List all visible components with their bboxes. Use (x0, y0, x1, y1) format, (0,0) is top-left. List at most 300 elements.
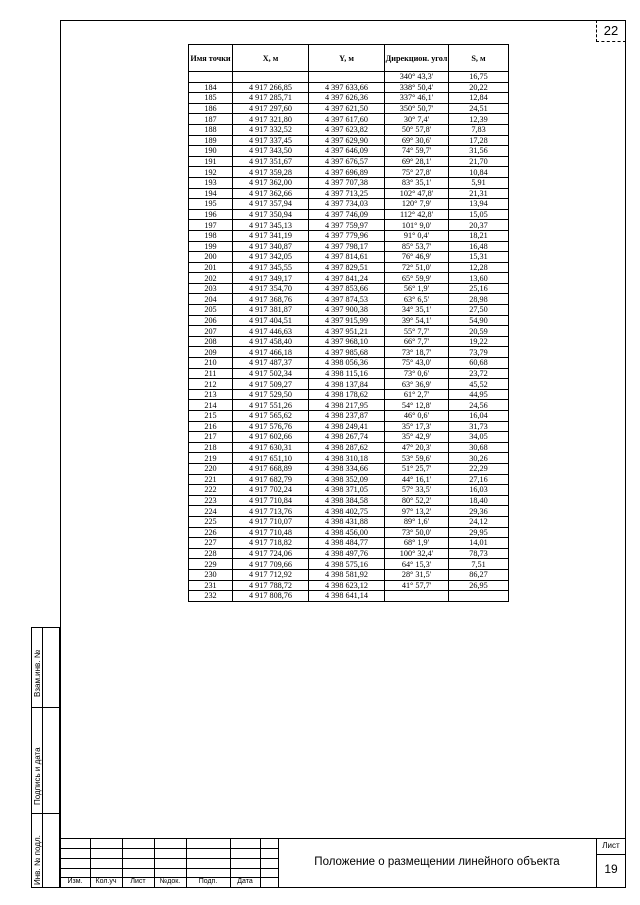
cell-distance: 18,21 (449, 230, 509, 241)
cell-y: 4 398 384,58 (309, 495, 385, 506)
cell-direction-angle: 338° 50,4' (385, 82, 449, 93)
cell-x: 4 917 359,28 (233, 167, 309, 178)
cell-x: 4 917 682,79 (233, 474, 309, 485)
cell-x: 4 917 340,87 (233, 241, 309, 252)
cell-y: 4 398 237,87 (309, 411, 385, 422)
cell-distance: 22,29 (449, 463, 509, 474)
cell-distance: 7,51 (449, 559, 509, 570)
cell-x: 4 917 354,70 (233, 283, 309, 294)
cell-direction-angle: 73° 50,0' (385, 527, 449, 538)
cell-y: 4 397 626,36 (309, 93, 385, 104)
sheet-number: 19 (604, 862, 618, 876)
cell-distance: 18,40 (449, 495, 509, 506)
cell-point-name: 203 (189, 283, 233, 294)
cell-point-name: 227 (189, 538, 233, 549)
table-row (189, 326, 509, 337)
table-row (189, 241, 509, 252)
cell-x: 4 917 337,45 (233, 135, 309, 146)
cell-direction-angle: 55° 7,7' (385, 326, 449, 337)
cell-y: 4 397 779,96 (309, 230, 385, 241)
cell-direction-angle: 75° 27,8' (385, 167, 449, 178)
cell-point-name: 192 (189, 167, 233, 178)
table-row (189, 167, 509, 178)
cell-direction-angle: 64° 15,3' (385, 559, 449, 570)
cell-direction-angle: 41° 57,7' (385, 580, 449, 591)
cell-direction-angle: 39° 54,1' (385, 315, 449, 326)
cell-direction-angle: 46° 0,6' (385, 411, 449, 422)
table-row (189, 93, 509, 104)
cell-distance: 31,73 (449, 421, 509, 432)
cell-x: 4 917 285,71 (233, 93, 309, 104)
table-row (189, 199, 509, 210)
table-row (189, 591, 509, 602)
cell-point-name: 220 (189, 463, 233, 474)
cell-point-name: 218 (189, 442, 233, 453)
table-row (189, 209, 509, 220)
cell-direction-angle: 28° 31,5' (385, 569, 449, 580)
cell-x: 4 917 710,07 (233, 516, 309, 527)
cell-x: 4 917 321,80 (233, 114, 309, 125)
cell-distance: 54,90 (449, 315, 509, 326)
table-row (189, 538, 509, 549)
cell-distance: 20,59 (449, 326, 509, 337)
cell-direction-angle: 56° 1,9' (385, 283, 449, 294)
cell-y: 4 397 734,03 (309, 199, 385, 210)
cell-x: 4 917 529,50 (233, 389, 309, 400)
cell-direction-angle: 61° 2,7' (385, 389, 449, 400)
cell-x: 4 917 458,40 (233, 336, 309, 347)
cell-direction-angle: 44° 16,1' (385, 474, 449, 485)
cell-point-name: 207 (189, 326, 233, 337)
cell-x: 4 917 341,19 (233, 230, 309, 241)
cell-point-name: 187 (189, 114, 233, 125)
tb-label-signature: Подп. (198, 878, 218, 885)
cell-y: 4 398 287,62 (309, 442, 385, 453)
cell-point-name: 213 (189, 389, 233, 400)
cell-direction-angle: 34° 35,1' (385, 305, 449, 316)
cell-y: 4 397 985,68 (309, 347, 385, 358)
cell-point-name: 205 (189, 305, 233, 316)
cell-point-name: 189 (189, 135, 233, 146)
cell-direction-angle: 91° 0,4' (385, 230, 449, 241)
cell-y: 4 398 641,14 (309, 591, 385, 602)
cell-point-name: 232 (189, 591, 233, 602)
cell-point-name (189, 72, 233, 83)
cell-distance: 19,22 (449, 336, 509, 347)
header-direction-angle: Дирекцион. угол (385, 45, 449, 72)
table-row (189, 432, 509, 443)
cell-x: 4 917 709,66 (233, 559, 309, 570)
sheet-label: Лист (602, 841, 620, 850)
margin-label-signature-date: Подпись и дата (33, 747, 42, 805)
cell-point-name: 188 (189, 124, 233, 135)
cell-direction-angle: 85° 53,7' (385, 241, 449, 252)
table-row (189, 283, 509, 294)
cell-y: 4 397 951,21 (309, 326, 385, 337)
cell-direction-angle: 73° 0,6' (385, 368, 449, 379)
cell-x: 4 917 487,37 (233, 358, 309, 369)
cell-direction-angle: 74° 59,7' (385, 146, 449, 157)
cell-x: 4 917 710,84 (233, 495, 309, 506)
cell-direction-angle: 53° 59,6' (385, 453, 449, 464)
cell-x: 4 917 362,00 (233, 177, 309, 188)
cell-x: 4 917 466,18 (233, 347, 309, 358)
cell-y: 4 397 759,97 (309, 220, 385, 231)
table-row (189, 156, 509, 167)
cell-y: 4 398 352,09 (309, 474, 385, 485)
cell-direction-angle: 100° 32,4' (385, 548, 449, 559)
cell-direction-angle: 337° 46,1' (385, 93, 449, 104)
cell-direction-angle: 97° 13,2' (385, 506, 449, 517)
cell-x: 4 917 446,63 (233, 326, 309, 337)
cell-x: 4 917 724,06 (233, 548, 309, 559)
cell-distance: 7,83 (449, 124, 509, 135)
cell-y: 4 398 623,12 (309, 580, 385, 591)
cell-point-name: 223 (189, 495, 233, 506)
table-row (189, 252, 509, 263)
cell-x: 4 917 502,34 (233, 368, 309, 379)
cell-y: 4 397 696,89 (309, 167, 385, 178)
cell-y: 4 397 621,50 (309, 103, 385, 114)
cell-point-name: 214 (189, 400, 233, 411)
cell-direction-angle: 47° 20,3' (385, 442, 449, 453)
cell-distance: 16,48 (449, 241, 509, 252)
cell-y: 4 397 629,90 (309, 135, 385, 146)
cell-direction-angle: 72° 51,0' (385, 262, 449, 273)
points-table (188, 44, 509, 602)
cell-distance: 20,22 (449, 82, 509, 93)
cell-direction-angle: 50° 57,8' (385, 124, 449, 135)
cell-distance: 23,72 (449, 368, 509, 379)
cell-y: 4 398 178,62 (309, 389, 385, 400)
cell-distance: 28,98 (449, 294, 509, 305)
cell-direction-angle: 73° 18,7' (385, 347, 449, 358)
cell-direction-angle: 350° 50,7' (385, 103, 449, 114)
cell-x: 4 917 332,52 (233, 124, 309, 135)
cell-x: 4 917 565,62 (233, 411, 309, 422)
cell-y: 4 398 217,95 (309, 400, 385, 411)
table-row (189, 220, 509, 231)
cell-distance: 21,31 (449, 188, 509, 199)
cell-direction-angle: 69° 28,1' (385, 156, 449, 167)
table-row (189, 305, 509, 316)
cell-point-name: 191 (189, 156, 233, 167)
table-row (189, 463, 509, 474)
tb-label-sheet: Лист (130, 878, 146, 885)
header-x: X, м (233, 45, 309, 72)
table-row (189, 485, 509, 496)
cell-point-name: 217 (189, 432, 233, 443)
cell-direction-angle: 35° 17,3' (385, 421, 449, 432)
cell-y (309, 72, 385, 83)
cell-distance: 78,73 (449, 548, 509, 559)
margin-label-replaced-inv: Взам.инв. № (33, 649, 42, 697)
cell-y: 4 398 431,88 (309, 516, 385, 527)
table-row (189, 82, 509, 93)
cell-y: 4 398 137,84 (309, 379, 385, 390)
table-row (189, 389, 509, 400)
cell-point-name: 224 (189, 506, 233, 517)
cell-distance: 34,05 (449, 432, 509, 443)
cell-distance: 12,39 (449, 114, 509, 125)
table-row (189, 474, 509, 485)
cell-y: 4 397 798,17 (309, 241, 385, 252)
table-row (189, 124, 509, 135)
table-row (189, 411, 509, 422)
cell-x: 4 917 381,87 (233, 305, 309, 316)
cell-x: 4 917 357,94 (233, 199, 309, 210)
cell-point-name: 201 (189, 262, 233, 273)
cell-x: 4 917 343,50 (233, 146, 309, 157)
cell-y: 4 398 371,05 (309, 485, 385, 496)
cell-distance: 12,28 (449, 262, 509, 273)
cell-y: 4 398 497,76 (309, 548, 385, 559)
cell-point-name: 226 (189, 527, 233, 538)
cell-point-name: 190 (189, 146, 233, 157)
cell-x: 4 917 576,76 (233, 421, 309, 432)
cell-point-name: 216 (189, 421, 233, 432)
cell-distance: 45,52 (449, 379, 509, 390)
cell-x: 4 917 351,67 (233, 156, 309, 167)
table-row (189, 379, 509, 390)
table-row (189, 114, 509, 125)
cell-point-name: 231 (189, 580, 233, 591)
cell-point-name: 198 (189, 230, 233, 241)
cell-point-name: 197 (189, 220, 233, 231)
cell-direction-angle: 63° 6,5' (385, 294, 449, 305)
cell-distance: 25,16 (449, 283, 509, 294)
cell-x: 4 917 630,31 (233, 442, 309, 453)
table-row (189, 146, 509, 157)
cell-x: 4 917 710,48 (233, 527, 309, 538)
cell-point-name: 185 (189, 93, 233, 104)
cell-y: 4 397 853,66 (309, 283, 385, 294)
table-row (189, 273, 509, 284)
cell-y: 4 397 829,51 (309, 262, 385, 273)
cell-direction-angle: 89° 1,6' (385, 516, 449, 527)
cell-direction-angle: 51° 25,7' (385, 463, 449, 474)
table-header-row (189, 45, 509, 72)
cell-y: 4 397 900,38 (309, 305, 385, 316)
cell-y: 4 397 713,25 (309, 188, 385, 199)
table-row (189, 103, 509, 114)
table-row (189, 548, 509, 559)
cell-x: 4 917 362,66 (233, 188, 309, 199)
cell-point-name: 209 (189, 347, 233, 358)
cell-x: 4 917 297,60 (233, 103, 309, 114)
table-row (189, 72, 509, 83)
table-row (189, 559, 509, 570)
header-point-name: Имя точки (189, 45, 233, 72)
cell-x: 4 917 651,10 (233, 453, 309, 464)
cell-y: 4 397 968,10 (309, 336, 385, 347)
cell-point-name: 225 (189, 516, 233, 527)
cell-x: 4 917 368,76 (233, 294, 309, 305)
cell-direction-angle: 101° 9,0' (385, 220, 449, 231)
cell-x: 4 917 266,85 (233, 82, 309, 93)
cell-distance: 15,31 (449, 252, 509, 263)
cell-distance: 24,56 (449, 400, 509, 411)
cell-x: 4 917 345,13 (233, 220, 309, 231)
cell-distance: 29,95 (449, 527, 509, 538)
cell-point-name: 199 (189, 241, 233, 252)
document-title: Положение о размещении линейного объекта (314, 856, 560, 868)
cell-point-name: 230 (189, 569, 233, 580)
cell-direction-angle: 80° 52,2' (385, 495, 449, 506)
cell-distance: 24,51 (449, 103, 509, 114)
cell-y: 4 398 056,36 (309, 358, 385, 369)
cell-x: 4 917 808,76 (233, 591, 309, 602)
table-row (189, 336, 509, 347)
cell-distance: 26,95 (449, 580, 509, 591)
cell-point-name: 196 (189, 209, 233, 220)
cell-x: 4 917 350,94 (233, 209, 309, 220)
page-number-box: 22 (596, 20, 626, 42)
margin-label-original-inv: Инв. № подл. (33, 835, 42, 885)
cell-direction-angle: 120° 7,9' (385, 199, 449, 210)
cell-direction-angle: 68° 1,9' (385, 538, 449, 549)
cell-distance: 27,16 (449, 474, 509, 485)
cell-y: 4 398 267,74 (309, 432, 385, 443)
cell-distance: 30,68 (449, 442, 509, 453)
table-row (189, 177, 509, 188)
cell-point-name: 228 (189, 548, 233, 559)
cell-y: 4 397 623,82 (309, 124, 385, 135)
cell-x: 4 917 345,55 (233, 262, 309, 273)
cell-point-name: 184 (189, 82, 233, 93)
cell-x: 4 917 712,92 (233, 569, 309, 580)
cell-distance: 13,94 (449, 199, 509, 210)
table-row (189, 347, 509, 358)
table-row (189, 506, 509, 517)
cell-direction-angle: 65° 59,9' (385, 273, 449, 284)
table-row (189, 442, 509, 453)
cell-y: 4 397 633,66 (309, 82, 385, 93)
cell-distance: 20,37 (449, 220, 509, 231)
cell-distance: 15,05 (449, 209, 509, 220)
cell-direction-angle: 54° 12,8' (385, 400, 449, 411)
cell-distance: 16,04 (449, 411, 509, 422)
cell-y: 4 398 484,77 (309, 538, 385, 549)
cell-point-name: 193 (189, 177, 233, 188)
cell-x: 4 917 788,72 (233, 580, 309, 591)
cell-y: 4 398 456,00 (309, 527, 385, 538)
cell-x: 4 917 718,82 (233, 538, 309, 549)
cell-point-name: 202 (189, 273, 233, 284)
tb-label-doc-no: №док. (159, 878, 181, 885)
cell-y: 4 397 915,99 (309, 315, 385, 326)
cell-y: 4 398 581,92 (309, 569, 385, 580)
cell-direction-angle (385, 591, 449, 602)
table-row (189, 135, 509, 146)
cell-distance: 30,26 (449, 453, 509, 464)
table-row (189, 188, 509, 199)
cell-direction-angle: 75° 43,0' (385, 358, 449, 369)
table-row (189, 569, 509, 580)
cell-distance: 44,95 (449, 389, 509, 400)
table-row (189, 580, 509, 591)
table-row (189, 368, 509, 379)
cell-x: 4 917 342,05 (233, 252, 309, 263)
cell-y: 4 398 334,66 (309, 463, 385, 474)
cell-x: 4 917 349,17 (233, 273, 309, 284)
table-row (189, 294, 509, 305)
cell-y: 4 397 617,60 (309, 114, 385, 125)
cell-direction-angle: 340° 43,3' (385, 72, 449, 83)
cell-direction-angle: 66° 7,7' (385, 336, 449, 347)
cell-distance: 73,79 (449, 347, 509, 358)
cell-y: 4 398 310,18 (309, 453, 385, 464)
cell-y: 4 397 874,53 (309, 294, 385, 305)
cell-y: 4 397 676,57 (309, 156, 385, 167)
cell-direction-angle: 69° 30,6' (385, 135, 449, 146)
cell-x: 4 917 404,51 (233, 315, 309, 326)
cell-y: 4 397 707,38 (309, 177, 385, 188)
title-block (60, 838, 626, 888)
cell-x (233, 72, 309, 83)
table-body (189, 72, 509, 602)
tb-label-count: Кол.уч (95, 878, 117, 885)
cell-distance: 10,84 (449, 167, 509, 178)
cell-point-name: 206 (189, 315, 233, 326)
cell-distance: 27,50 (449, 305, 509, 316)
cell-y: 4 397 841,24 (309, 273, 385, 284)
table-row (189, 262, 509, 273)
cell-point-name: 219 (189, 453, 233, 464)
cell-point-name: 204 (189, 294, 233, 305)
cell-point-name: 210 (189, 358, 233, 369)
cell-distance: 31,56 (449, 146, 509, 157)
table-row (189, 358, 509, 369)
cell-x: 4 917 713,76 (233, 506, 309, 517)
cell-direction-angle: 112° 42,8' (385, 209, 449, 220)
cell-point-name: 229 (189, 559, 233, 570)
table-row (189, 400, 509, 411)
cell-distance (449, 591, 509, 602)
cell-point-name: 212 (189, 379, 233, 390)
cell-distance: 24,12 (449, 516, 509, 527)
cell-distance: 13,60 (449, 273, 509, 284)
cell-distance: 16,75 (449, 72, 509, 83)
table-row (189, 516, 509, 527)
cell-distance: 86,27 (449, 569, 509, 580)
header-y: Y, м (309, 45, 385, 72)
cell-distance: 17,28 (449, 135, 509, 146)
cell-point-name: 215 (189, 411, 233, 422)
cell-direction-angle: 30° 7,4' (385, 114, 449, 125)
cell-distance: 12,84 (449, 93, 509, 104)
table-row (189, 453, 509, 464)
cell-y: 4 398 402,75 (309, 506, 385, 517)
cell-distance: 60,68 (449, 358, 509, 369)
tb-label-date: Дата (237, 878, 253, 885)
cell-y: 4 397 814,61 (309, 252, 385, 263)
cell-distance: 29,36 (449, 506, 509, 517)
table-row (189, 421, 509, 432)
cell-point-name: 186 (189, 103, 233, 114)
cell-direction-angle: 102° 47,8' (385, 188, 449, 199)
cell-direction-angle: 57° 33,5' (385, 485, 449, 496)
cell-point-name: 208 (189, 336, 233, 347)
cell-direction-angle: 63° 36,9' (385, 379, 449, 390)
cell-y: 4 397 746,09 (309, 209, 385, 220)
table-row (189, 315, 509, 326)
cell-distance: 14,01 (449, 538, 509, 549)
cell-distance: 16,03 (449, 485, 509, 496)
tb-label-change: Изм. (67, 878, 83, 885)
cell-point-name: 200 (189, 252, 233, 263)
margin-stamp (31, 627, 60, 888)
